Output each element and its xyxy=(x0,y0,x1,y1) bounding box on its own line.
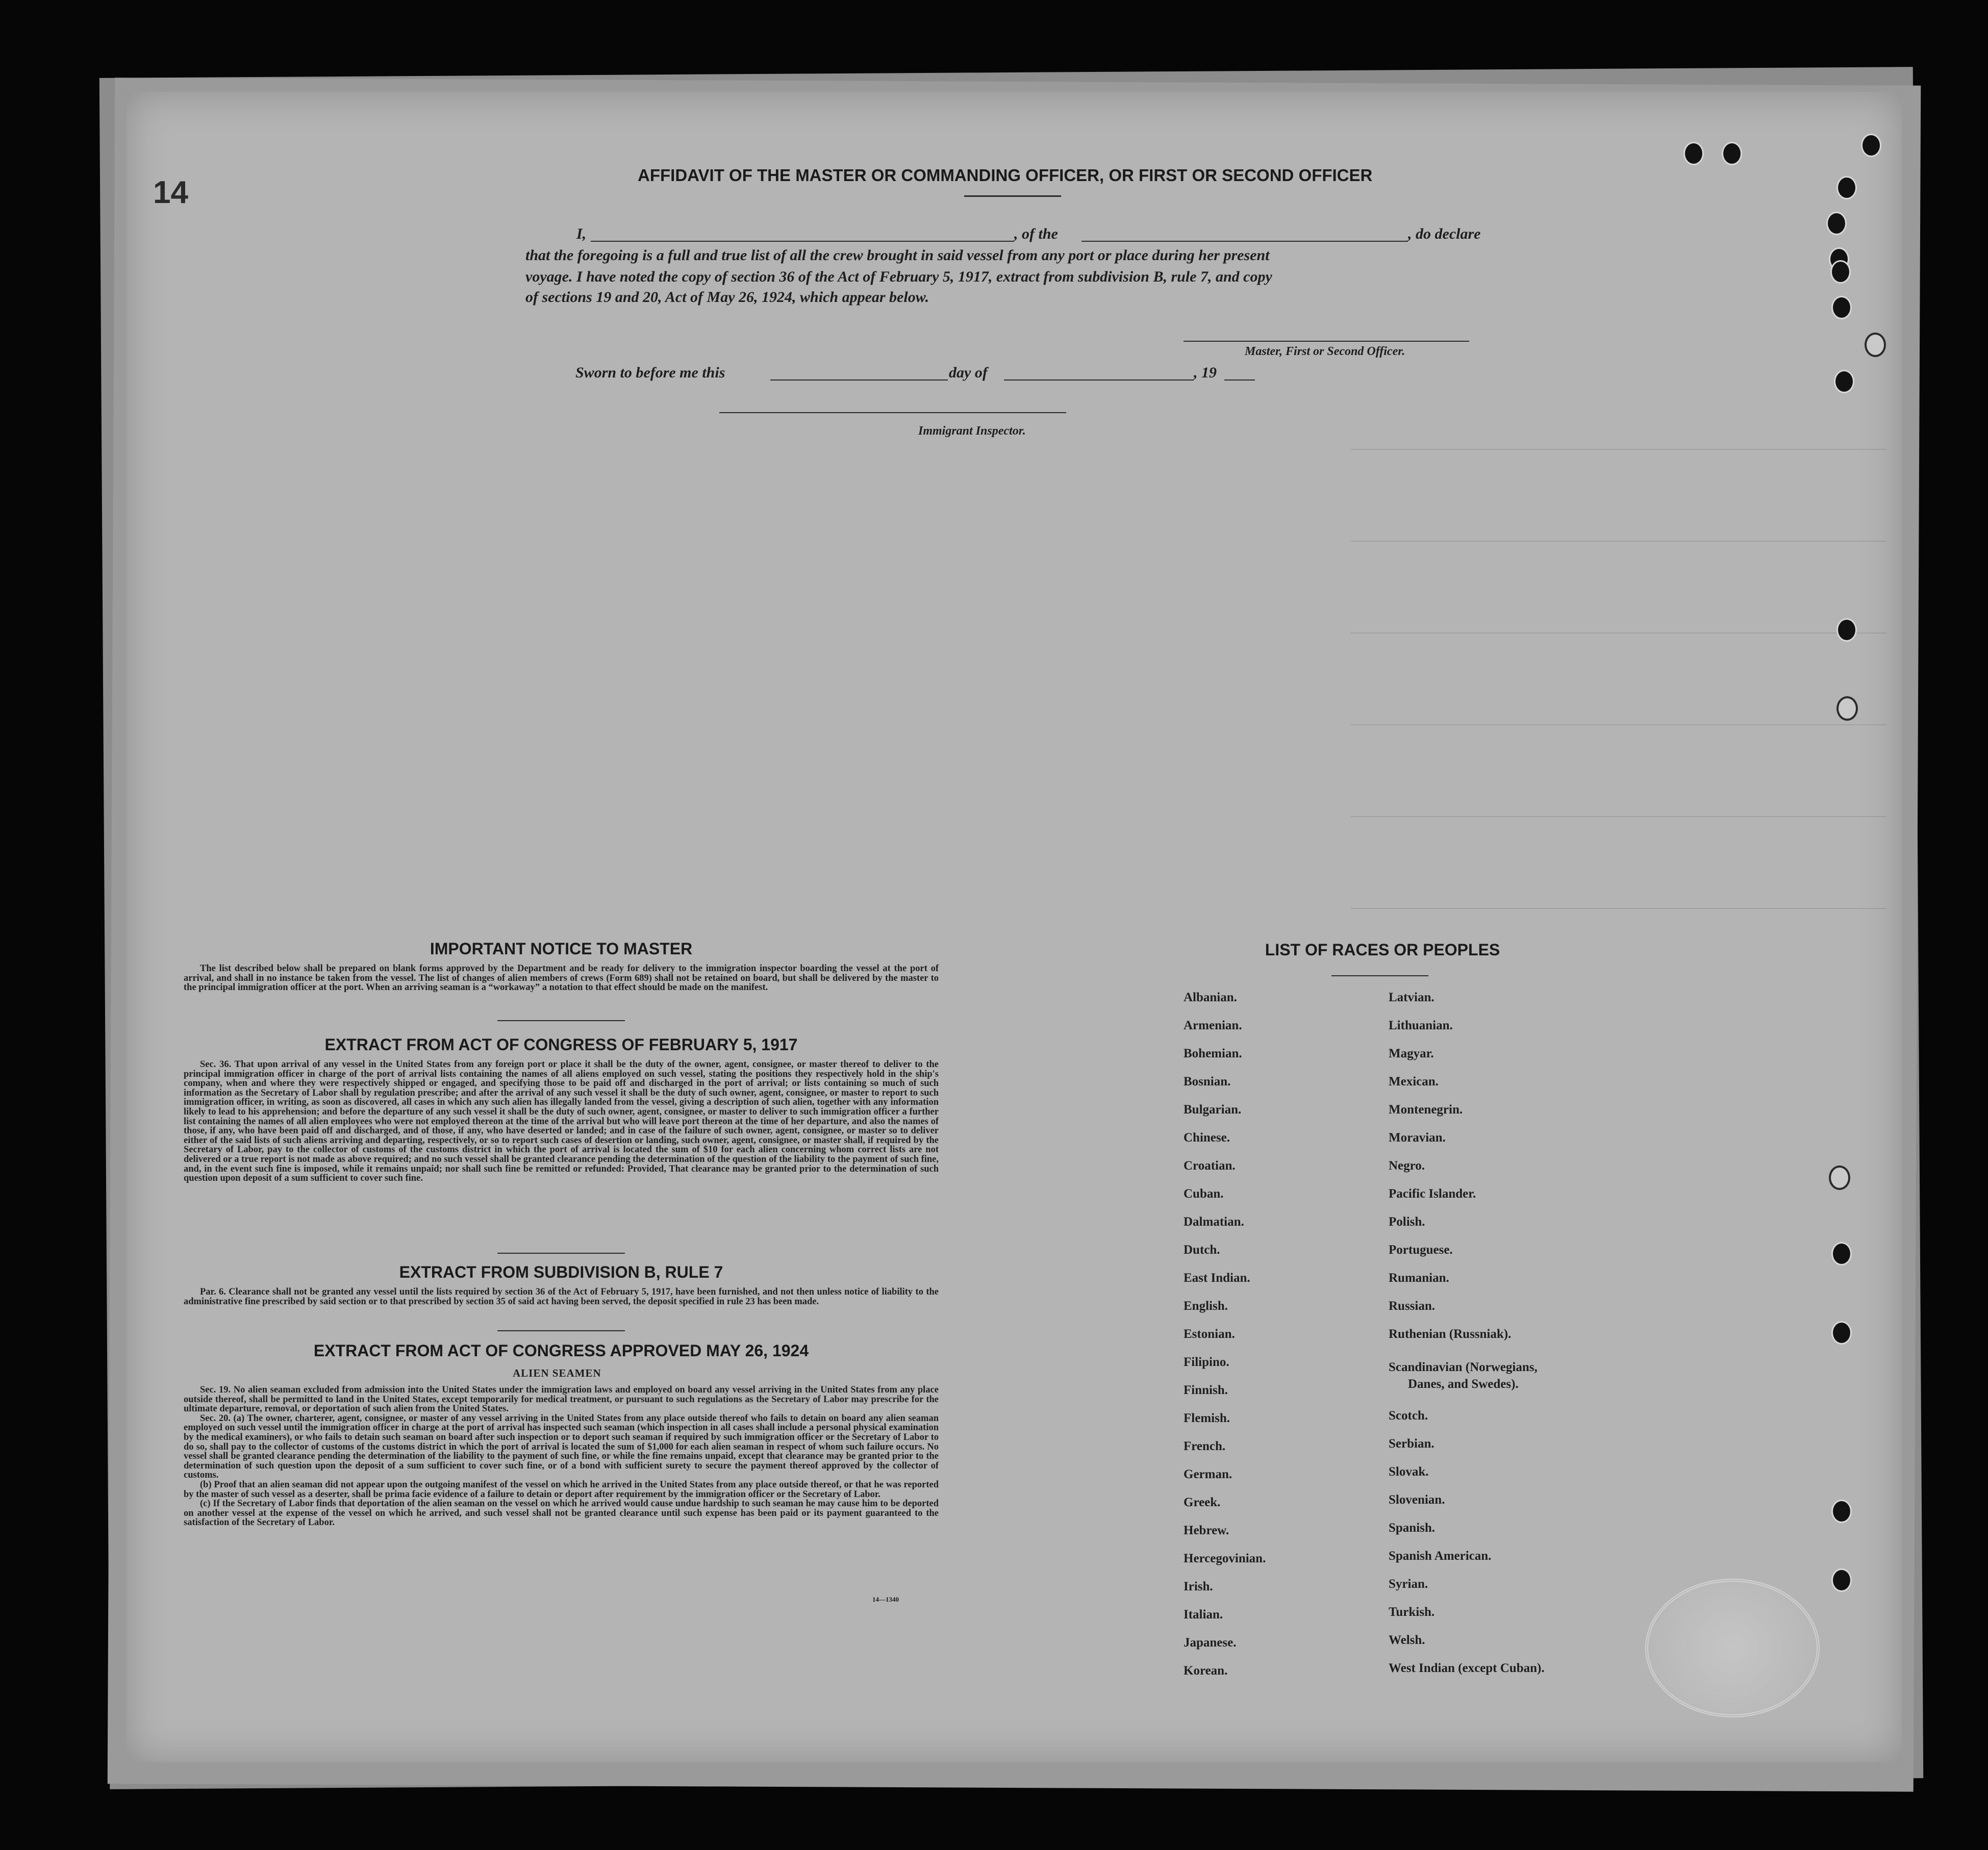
sec20c-paragraph: (c) If the Secretary of Labor finds that deportation of the alien seaman on the vessel on which he arrived would cause undue hardship to such seaman he may cause him to be deported on another vessel at the expense of the vessel on which he arrived, and such vessel shall not be granted clearance until such expense has been paid or its payment guaranteed to the satisfaction of the Secretary of Labor. xyxy=(184,1499,939,1528)
affidavit-line1-b: , of the xyxy=(1014,225,1058,242)
race-item: Hercegovinian. xyxy=(1184,1552,1266,1565)
race-item: Croatian. xyxy=(1184,1159,1236,1173)
race-item: Slovak. xyxy=(1389,1465,1429,1479)
race-item: Finnish. xyxy=(1184,1383,1228,1397)
punch-hole xyxy=(1829,1165,1850,1190)
race-item: Bosnian. xyxy=(1184,1075,1231,1088)
race-item: Syrian. xyxy=(1389,1577,1428,1591)
extract-1917-title: EXTRACT FROM ACT OF CONGRESS OF FEBRUARY 5, 1917 xyxy=(324,1035,798,1054)
punch-hole xyxy=(1836,176,1857,199)
race-item: Hebrew. xyxy=(1184,1524,1229,1537)
alien-seamen-subtitle: ALIEN SEAMEN xyxy=(513,1367,601,1379)
race-item: Korean. xyxy=(1184,1664,1228,1678)
race-item: Estonian. xyxy=(1184,1327,1235,1341)
punch-hole xyxy=(1865,333,1886,357)
affidavit-line1-a: I, xyxy=(576,225,587,242)
race-item: Albanian. xyxy=(1184,991,1237,1004)
race-item: Magyar. xyxy=(1389,1047,1434,1060)
race-item: East Indian. xyxy=(1184,1271,1250,1285)
sworn-year-blank xyxy=(1224,379,1255,381)
section-rule xyxy=(497,1253,625,1254)
race-item: Dalmatian. xyxy=(1184,1215,1244,1229)
punch-hole xyxy=(1826,212,1847,235)
race-item: Spanish American. xyxy=(1389,1549,1492,1563)
inspector-signature-line xyxy=(719,412,1066,413)
affidavit-line3: voyage. I have noted the copy of section 36 of the Act of February 5, 1917, extract from subdivision B, rule 7, and copy xyxy=(525,268,1272,285)
notice-text xyxy=(184,964,939,993)
section-rule xyxy=(497,1020,625,1021)
race-item: Greek. xyxy=(1184,1496,1221,1509)
sworn-month-blank xyxy=(1004,379,1194,381)
punch-hole xyxy=(1831,1242,1852,1265)
race-item: Welsh. xyxy=(1389,1633,1425,1647)
race-item: Irish. xyxy=(1184,1580,1213,1593)
race-item: Bulgarian. xyxy=(1184,1103,1242,1117)
race-item: English. xyxy=(1184,1299,1228,1313)
punch-hole xyxy=(1683,142,1704,165)
race-item: Slovenian. xyxy=(1389,1493,1445,1507)
race-item: Cuban. xyxy=(1184,1187,1224,1201)
race-item: Montenegrin. xyxy=(1389,1103,1463,1117)
punch-hole xyxy=(1834,370,1854,393)
race-item: Russian. xyxy=(1389,1299,1436,1313)
sworn-text-a: Sworn to before me this xyxy=(575,364,725,381)
master-signature-label: Master, First or Second Officer. xyxy=(1245,345,1405,358)
par6-paragraph: Par. 6. Clearance shall not be granted any vessel until the lists required by section 36 of the Act of February 5, 1917, have been furnished, and not then unless notice of liability to the administrative fine prescribed by said section or to that prescribed by section 35 of said act having been served, the deposit specified in rule 23 has been made. xyxy=(184,1287,939,1307)
race-item: Dutch. xyxy=(1184,1243,1220,1257)
punch-hole xyxy=(1831,296,1852,319)
sec36-paragraph: Sec. 36. That upon arrival of any vessel in the United States from any foreign port or place it shall be the duty of the owner, agent, consignee, or master thereof to deliver to the principal immigration officer in charge of the port of arrival lists containing the names of all aliens employed on such vessel, stating the positions they respectively hold in the ship's company, when and where they were respectively shipped or engaged, and specifying those to be paid off and discharged in the port of arrival; or lists containing so much of such information as the Secretary of Labor shall by regulation prescribe; and after the arrival of any such vessel it shall be the duty of such owner, agent, consignee, or master to report to such immigration officer, in writing, as soon as discovered, all cases in which any such alien has illegally landed from the vessel, giving a description of such alien, together with any information likely to lead to his apprehension; and before the departure of any such vessel it shall be the duty of such owner, agent, consignee, or master to deliver to such immigration officer a further list containing the names of all alien employees who were not employed thereon at the time of the arrival but who will leave port thereon at the time of her departure, and also the names of those, if any, who have been paid off and discharged, and of those, if any, who have deserted or landed; and in case of the failure of such owner, agent, consignee, or master so to deliver either of the said lists of such aliens arriving and departing, respectively, or so to report such cases of desertion or landing, such owner, agent, consignee, or master shall, if required by the Secretary of Labor, pay to the collector of customs of the customs district in which the port of arrival is located the sum of $10 for each alien concerning whom correct lists are not delivered or a true report is not made as above required; and no such vessel shall be granted clearance pending the determination of the question of the liability to the payment of such fine, and, in the event such fine is imposed, while it remains unpaid; nor shall such fine be remitted or refunded: Provided, That clearance may be granted prior to the determination of such question upon deposit of a sum sufficient to cover such fine. xyxy=(184,1059,939,1184)
race-item: Bohemian. xyxy=(1184,1047,1242,1060)
rule7-title: EXTRACT FROM SUBDIVISION B, RULE 7 xyxy=(399,1263,723,1281)
punch-hole xyxy=(1831,1568,1852,1592)
sworn-text-c: , 19 xyxy=(1194,364,1217,381)
race-item: Spanish. xyxy=(1389,1521,1436,1535)
affidavit-line1-c: , do declare xyxy=(1408,225,1481,242)
sworn-text-b: day of xyxy=(949,364,988,381)
punch-hole xyxy=(1830,260,1851,284)
section-rule xyxy=(497,1330,625,1331)
race-item: Flemish. xyxy=(1184,1411,1230,1425)
affidavit-title: AFFIDAVIT OF THE MASTER OR COMMANDING OFFICER, OR FIRST OR SECOND OFFICER xyxy=(638,166,1373,185)
race-item: Filipino. xyxy=(1184,1355,1229,1369)
inspector-label: Immigrant Inspector. xyxy=(918,424,1026,438)
extract-1924-text xyxy=(184,1385,939,1528)
bleed-through-line xyxy=(1351,816,1886,817)
race-item: Serbian. xyxy=(1389,1437,1435,1451)
race-item: Lithuanian. xyxy=(1389,1019,1453,1032)
punch-hole xyxy=(1831,1321,1852,1345)
race-item: Polish. xyxy=(1389,1215,1425,1229)
race-item: Armenian. xyxy=(1184,1019,1242,1032)
punch-hole xyxy=(1861,134,1881,157)
race-item: Negro. xyxy=(1389,1159,1425,1173)
sec20b-paragraph: (b) Proof that an alien seaman did not appear upon the outgoing manifest of the vessel on which he arrived in the United States from any place outside thereof, or that he was reported by the master of such vessel as a deserter, shall be prima facie evidence of a failure to detain or deport after requirement by the immigration officer or the Secretary of Labor. xyxy=(184,1479,939,1500)
affidavit-line4: of sections 19 and 20, Act of May 26, 1924, which appear below. xyxy=(525,289,929,306)
race-item: Danes, and Swedes). xyxy=(1408,1377,1519,1391)
race-item: Scandinavian (Norwegians, xyxy=(1389,1360,1538,1374)
extract-1917-text xyxy=(184,1060,939,1183)
race-item: West Indian (except Cuban). xyxy=(1389,1661,1545,1675)
race-item: Latvian. xyxy=(1389,991,1435,1004)
embossed-seal xyxy=(1645,1579,1820,1717)
form-number: 14—1340 xyxy=(872,1595,899,1603)
punch-hole xyxy=(1836,618,1857,642)
corner-page-number: 14 xyxy=(153,175,188,210)
title-rule xyxy=(964,195,1061,197)
race-item: Mexican. xyxy=(1389,1075,1439,1088)
rule7-text xyxy=(184,1287,939,1306)
race-item: German. xyxy=(1184,1467,1232,1481)
name-blank-line xyxy=(591,241,1014,242)
bleed-through-line xyxy=(1351,541,1886,542)
sec20a-paragraph: Sec. 20. (a) The owner, charterer, agent, consignee, or master of any vessel arriving in the United States from any place outside thereof who fails to detain on board any alien seaman employed on such vessel until the immigration officer in charge at the port of arrival has inspected such seaman (which inspection in all cases shall include a personal physical examination by the medical examiners), or who fails to detain such seaman on board after such inspection or to deport such seaman if required by such immigration officer or the Secretary of Labor to do so, shall pay to the collector of customs of the customs district in which the port of arrival is located the sum of $1,000 for each alien seaman in respect of whom such failure occurs. No vessel shall be granted clearance pending the determination of the liability to the payment of such fine, or while the fine remains unpaid, except that clearance may be granted prior to the determination of such question upon the deposit of a sum sufficient to cover such fine, or of a bond with sufficient surety to secure the payment thereof approved by the collector of customs. xyxy=(184,1413,939,1481)
bleed-through-line xyxy=(1351,632,1886,633)
punch-hole xyxy=(1831,1500,1852,1523)
notice-paragraph: The list described below shall be prepared on blank forms approved by the Department and be ready for delivery to the immigration inspector boarding the vessel at the port of arrival, and shall in no instance be taken from the vessel. The list of changes of alien members of crews (Form 689) shall not be retained on board, but shall be delivered by the master to the principal immigration officer at the port. When an arriving seaman is a “workaway” a notation to that effect should be made on the manifest. xyxy=(184,964,939,993)
master-signature-line xyxy=(1184,341,1469,342)
notice-title: IMPORTANT NOTICE TO MASTER xyxy=(430,940,693,958)
race-item: Pacific Islander. xyxy=(1389,1187,1476,1201)
race-item: Ruthenian (Russniak). xyxy=(1389,1327,1512,1341)
race-item: Moravian. xyxy=(1389,1131,1446,1145)
punch-hole xyxy=(1836,696,1858,721)
race-item: Scotch. xyxy=(1389,1409,1428,1423)
race-item: Italian. xyxy=(1184,1608,1223,1621)
bleed-through-line xyxy=(1351,908,1886,909)
races-list xyxy=(1184,991,1592,1684)
sworn-day-blank xyxy=(770,379,948,381)
extract-1924-title: EXTRACT FROM ACT OF CONGRESS APPROVED MAY 26, 1924 xyxy=(313,1341,809,1360)
affidavit-line2: that the foregoing is a full and true list of all the crew brought in said vessel from any port or place during her present xyxy=(525,247,1270,264)
race-item: Rumanian. xyxy=(1389,1271,1449,1285)
sec19-paragraph: Sec. 19. No alien seaman excluded from admission into the United States under the immigration laws and employed on board any vessel arriving in the United States from any place outside thereof, shall be permitted to land in the United States, except temporarily for medical treatment, or pursuant to such regulations as the Secretary of Labor may prescribe for the ultimate departure, removal, or deportation of such alien from the United States. xyxy=(184,1385,939,1414)
punch-hole xyxy=(1722,142,1742,165)
race-item: French. xyxy=(1184,1439,1226,1453)
race-item: Japanese. xyxy=(1184,1636,1237,1650)
races-title: LIST OF RACES OR PEOPLES xyxy=(1265,941,1500,959)
race-item: Chinese. xyxy=(1184,1131,1230,1145)
race-item: Turkish. xyxy=(1389,1605,1435,1619)
vessel-blank-line xyxy=(1081,241,1408,242)
races-title-rule xyxy=(1331,975,1428,976)
bleed-through-line xyxy=(1351,449,1886,450)
bleed-through-line xyxy=(1351,724,1886,725)
race-item: Portuguese. xyxy=(1389,1243,1453,1257)
